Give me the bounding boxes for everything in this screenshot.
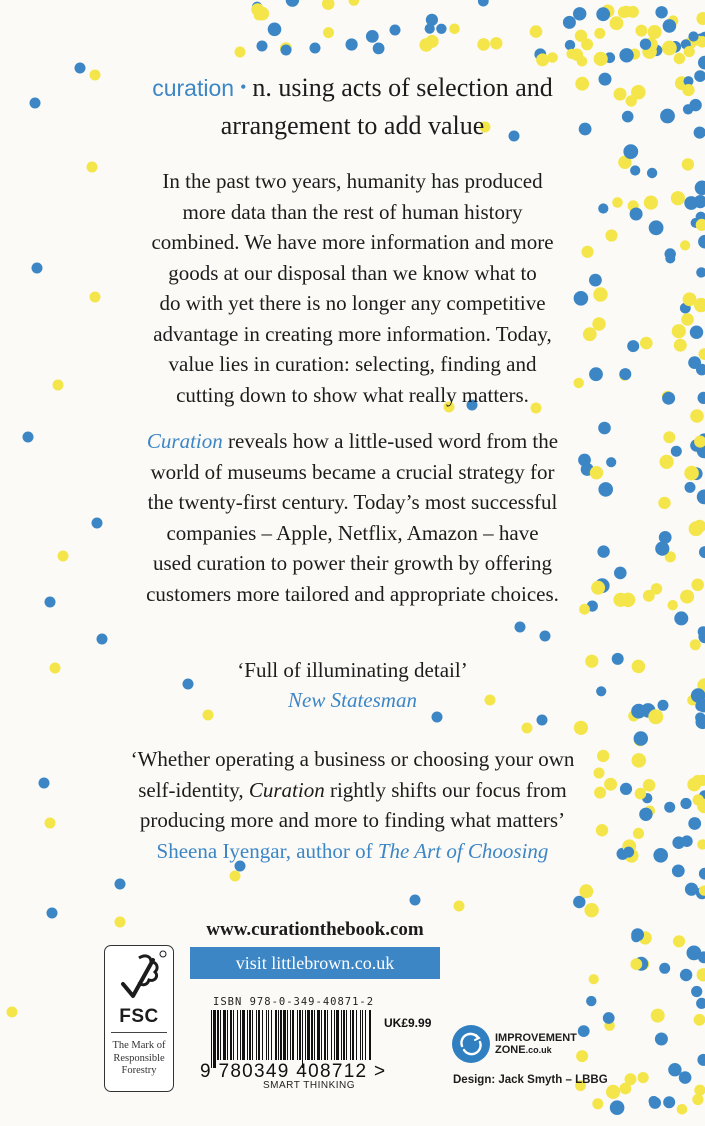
confetti-dot [454,901,465,912]
definition-block [0,70,705,144]
confetti-dot [281,45,292,56]
confetti-dot [630,958,642,970]
paragraph-text: reveals how a little-used word from the [222,429,559,453]
paragraph-line: companies – Apple, Netflix, Amazon – have [166,520,539,545]
confetti-dot [522,723,533,734]
paragraph-line: customers more tailored and appropriate choices. [146,581,559,606]
confetti-dot [257,41,268,52]
confetti-dot [565,40,575,50]
isbn-label: ISBN 978-0-349-40871-2 [213,996,375,1008]
barcode-bar [360,1010,361,1060]
confetti-dot [346,38,358,50]
barcode-bar [365,1010,366,1060]
confetti-dot [449,24,460,35]
confetti-dot [478,0,489,7]
confetti-dot [697,968,705,981]
barcode-bar [346,1010,347,1060]
confetti-dot [648,25,662,39]
confetti-dot [7,1007,18,1018]
barcode-bar [324,1010,326,1060]
imprint-name: ZONE [495,1044,526,1056]
quote-line: producing more and more to finding what matters’ [139,808,566,832]
barcode-bar [230,1010,232,1060]
confetti-dot [579,884,593,898]
confetti-dot [536,53,549,66]
barcode-bar [317,1010,320,1060]
quote-book-title: The Art of Choosing [377,838,549,863]
confetti-dot [589,974,599,984]
improvement-zone-text [495,1032,577,1056]
barcode-bar [237,1010,238,1060]
barcode-bar [268,1010,269,1060]
confetti-dot [366,30,379,43]
confetti-dot [230,871,241,882]
confetti-dot [322,0,335,10]
confetti-dot [631,928,644,941]
quote-line [0,775,705,806]
barcode-bar [292,1010,294,1060]
barcode-bar [247,1010,248,1060]
confetti-dot [410,895,421,906]
barcode-bar [242,1010,245,1060]
confetti-dot [659,963,670,974]
confetti-dot [697,1054,705,1066]
confetti-dot [655,6,667,18]
definition-term: curation [152,75,235,101]
confetti-dot [592,1098,603,1109]
confetti-dot [620,1083,632,1095]
confetti-dot [97,634,108,645]
confetti-dot [254,11,264,21]
paragraph-line: value lies in curation: selecting, finding and [168,352,537,376]
barcode-bar [278,1010,279,1060]
improvement-zone-logo-icon [451,1024,491,1064]
confetti-dot [573,7,586,20]
imprint-line [495,1044,577,1056]
confetti-dot [490,37,502,49]
barcode-bar [283,1010,286,1060]
imprint-line: IMPROVEMENT [495,1032,577,1044]
barcode-bar [369,1010,371,1060]
confetti-dot [323,27,334,38]
confetti-dot [677,1104,688,1115]
confetti-dot [574,721,588,735]
barcode-bar [290,1010,291,1060]
confetti-dot [662,41,677,56]
paragraph-line: combined. We have more information and more [151,230,554,254]
confetti-dot [47,908,58,919]
definition-text: n. using acts of selection and [252,73,553,102]
confetti-dot [426,14,438,26]
confetti-dot [115,917,126,928]
quote-author: Sheena Iyengar, author of [156,838,378,863]
confetti-dot [563,16,576,29]
confetti-dot [663,19,677,33]
confetti-dot [690,409,704,423]
review-quote-1 [0,655,705,715]
fsc-tree-check-icon [105,946,173,1006]
barcode-bar [314,1010,315,1060]
definition-line-1 [0,70,705,108]
design-credit: Design: Jack Smyth – LBBG [453,1074,608,1086]
confetti-dot [603,1012,615,1024]
barcode-bar [258,1010,260,1060]
confetti-dot [594,52,608,66]
barcode-bar [275,1010,277,1060]
barcode-bar [233,1010,234,1060]
barcode-bar [307,1010,310,1060]
paragraph-line: advantage in creating more information. Today, [153,321,552,346]
confetti-dot [610,16,624,30]
confetti-dot [698,56,705,70]
confetti-dot [584,903,598,917]
confetti-dot [610,1100,625,1115]
confetti-dot [566,49,576,59]
definition-bullet: • [240,77,247,97]
barcode-bar [336,1010,339,1060]
paragraph-line: the twenty-first century. Today’s most successful [147,490,558,514]
confetti-dot [268,23,282,37]
barcode-bar [262,1010,263,1060]
confetti-dot [286,0,299,7]
paragraph-line: cutting down to show what really matters. [176,382,529,407]
confetti-dot [596,7,610,21]
confetti-dot [530,25,543,38]
fsc-mark-text [105,1040,173,1078]
confetti-dot [349,0,360,6]
barcode-bar [280,1010,282,1060]
review-quote-2 [0,744,705,866]
confetti-dot [694,1085,705,1096]
barcode-bar [256,1010,257,1060]
barcode-bar [352,1010,354,1060]
definition-line-2: arrangement to add value [220,111,485,140]
quote-source [0,836,705,867]
publisher-website-link[interactable]: visit littlebrown.co.uk [190,947,440,979]
book-title-word: Curation [248,777,325,802]
fsc-mark-line: The Mark of [112,1040,166,1051]
confetti-dot [680,969,692,981]
confetti-dot [373,43,385,55]
fsc-badge [104,945,174,1092]
confetti-dot [663,1096,675,1108]
confetti-dot [679,1071,692,1084]
confetti-dot [674,611,688,625]
confetti-dot [606,1085,620,1099]
imprint-domain: .co.uk [525,1045,552,1055]
barcode-bar [227,1010,228,1060]
confetti-dot [691,986,702,997]
confetti-dot [655,1033,668,1046]
confetti-dot [672,865,685,878]
confetti-dot [685,883,698,896]
confetti-dot [540,631,551,642]
confetti-dot [673,935,685,947]
confetti-dot [640,39,651,50]
barcode-bar [321,1010,322,1060]
confetti-dot [426,35,439,48]
confetti-dot [115,879,126,890]
barcode-bar [327,1010,328,1060]
confetti-dot [635,25,647,37]
paragraph-line: more data than the rest of human history [182,199,523,224]
confetti-dot [668,1063,681,1076]
confetti-dot [696,12,705,25]
confetti-dot [390,25,401,36]
quote-line: ‘Whether operating a business or choosing your own [130,747,575,771]
barcode-bar [249,1010,251,1060]
barcode-bar [334,1010,335,1060]
confetti-dot [618,6,630,18]
barcode-bar [362,1010,363,1060]
fsc-mark-line: Responsible [113,1052,165,1064]
paragraph-line: used curation to power their growth by offering [152,551,553,575]
confetti-dot [694,1014,705,1026]
confetti-dot [578,1025,590,1037]
confetti-dot [537,715,548,726]
confetti-dot [696,998,705,1009]
category-label: SMART THINKING [263,1080,356,1091]
paragraph-line: world of museums became a crucial strategy for [150,459,555,484]
confetti-dot [575,30,587,42]
barcode-bar [220,1010,221,1060]
barcode-bar [341,1010,342,1060]
confetti-dot [594,28,605,39]
barcode-bar [356,1010,357,1060]
quote-text: self-identity, [138,777,249,802]
barcode [209,1010,375,1068]
barcode-bar [211,1010,212,1068]
quote-text: rightly shifts our focus from [324,777,567,802]
barcode-bar [311,1010,313,1060]
confetti-dot [310,43,321,54]
paragraph-line: In the past two years, humanity has produced [162,169,543,193]
confetti-dot [235,47,246,58]
book-website-link[interactable]: www.curationthebook.com [206,919,424,940]
confetti-dot [623,144,638,159]
barcode-digits: 9 780349 408712 > [200,1061,387,1082]
confetti-dot [547,52,558,63]
confetti-dot [649,1096,659,1106]
confetti-dot [690,639,701,650]
confetti-dot [684,46,695,57]
confetti-dot [477,38,490,51]
confetti-dot [436,24,446,34]
barcode-bar [331,1010,332,1060]
paragraph-line [0,426,705,457]
fsc-divider [111,1032,167,1033]
book-title-word: Curation [146,429,223,453]
price-label: UK£9.99 [384,1016,432,1030]
barcode-bar [223,1010,226,1060]
confetti-dot [651,1009,665,1023]
fsc-mark-line: Forestry [121,1065,157,1076]
barcode-bar [350,1010,351,1060]
description-paragraph [0,426,705,609]
confetti-dot [699,868,705,880]
barcode-bar [305,1010,306,1060]
quote-text: ‘Full of illuminating detail’ [237,658,468,682]
confetti-dot [586,996,596,1006]
intro-paragraph [0,166,705,410]
confetti-dot [692,1094,703,1105]
confetti-dot [638,1072,649,1083]
barcode-bar [240,1010,241,1060]
barcode-bar [299,1010,301,1060]
barcode-bar [302,1010,303,1068]
confetti-dot [619,48,633,62]
barcode-bar [343,1010,345,1060]
barcode-bar [266,1010,267,1060]
barcode-bar [217,1010,219,1060]
paragraph-line: goods at our disposal than we know what to [168,260,537,285]
confetti-dot [576,1050,588,1062]
barcode-bar [287,1010,288,1060]
paragraph-line: do with yet there is no longer any competitive [159,291,546,315]
confetti-dot [688,31,698,41]
barcode-bar [271,1010,272,1060]
fsc-logo-text: FSC [119,1006,159,1027]
barcode-bar [252,1010,253,1060]
confetti-dot [674,53,685,64]
quote-source: New Statesman [288,688,417,712]
confetti-dot [515,622,526,633]
barcode-bar [297,1010,298,1060]
barcode-bar [213,1010,216,1068]
